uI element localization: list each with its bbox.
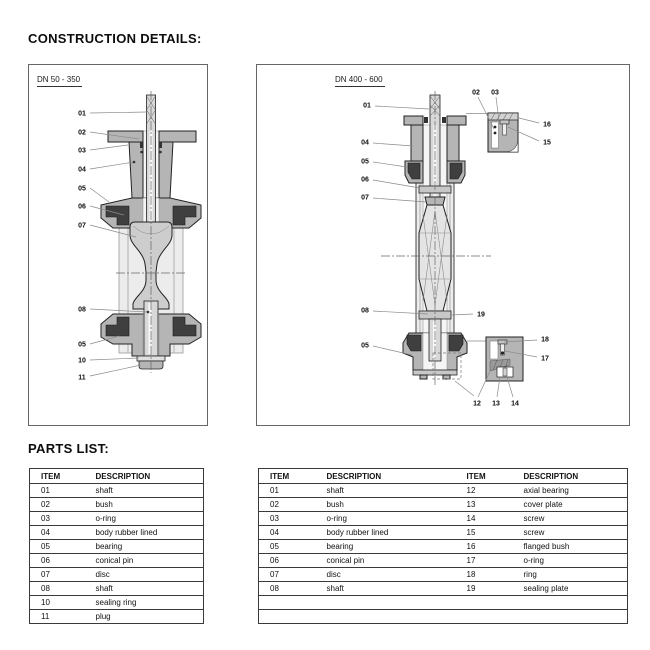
item-number-cell: 13 [456, 498, 513, 512]
callout-04: 04 [78, 166, 86, 174]
description-cell: ring [513, 568, 628, 582]
table-row [30, 596, 204, 610]
item-number-cell: 03 [30, 512, 85, 526]
callout-03: 03 [78, 147, 86, 155]
callout-leader-line [452, 314, 473, 315]
table-row [30, 540, 204, 554]
callout-leader-line [90, 145, 128, 150]
callout-06: 06 [78, 203, 86, 211]
bush-slot [490, 341, 498, 359]
description-cell: axial bearing [513, 484, 628, 498]
column-header: ITEM [466, 471, 486, 481]
description-cell: bearing [85, 540, 204, 554]
table-row [30, 498, 204, 512]
callout-18: 18 [541, 336, 549, 344]
callout-14: 14 [511, 400, 519, 408]
callout-dot [133, 161, 136, 164]
description-cell: sealing plate [513, 582, 628, 596]
description-cell: shaft [85, 484, 204, 498]
diagram-dn400-600 [256, 64, 630, 426]
table-row [259, 582, 628, 596]
callout-02: 02 [78, 129, 86, 137]
item-number-cell: 11 [30, 610, 85, 624]
callout-leader-line [375, 106, 429, 109]
oring-dot [501, 351, 504, 354]
item-number-cell: 06 [259, 554, 316, 568]
description-cell: screw [513, 512, 628, 526]
table-row [259, 526, 628, 540]
callout-leader-line [519, 118, 539, 123]
item-number-cell: 19 [456, 582, 513, 596]
item-number-cell: 12 [456, 484, 513, 498]
diagram-dn50-350 [28, 64, 208, 426]
item-number-cell: 01 [30, 484, 85, 498]
item-number-cell [456, 596, 513, 610]
callout-07: 07 [361, 194, 369, 202]
callout-02: 02 [472, 89, 480, 97]
callout-leader-line [90, 365, 141, 376]
description-cell: conical pin [85, 554, 204, 568]
callout-04: 04 [361, 139, 369, 147]
table-row [30, 484, 204, 498]
detail-view-top-bush [488, 113, 518, 152]
description-cell: screw [513, 526, 628, 540]
callout-leader-line [373, 162, 407, 167]
description-cell: o-ring [316, 512, 456, 526]
screw-head [500, 120, 509, 124]
description-cell: bush [85, 498, 204, 512]
description-cell: bearing [316, 540, 456, 554]
oring-dot [494, 126, 497, 129]
parts-table-dn50-350 [29, 468, 204, 624]
screw [503, 368, 507, 376]
item-number-cell [259, 610, 316, 624]
callout-05: 05 [361, 342, 369, 350]
description-cell: body rubber lined [316, 526, 456, 540]
item-number-cell [456, 610, 513, 624]
parts-list-title: PARTS LIST: [28, 441, 110, 456]
description-cell: o-ring [513, 554, 628, 568]
table-row [259, 484, 628, 498]
item-number-cell: 03 [259, 512, 316, 526]
callout-leader-line [478, 369, 491, 397]
dn400-600-label: DN 400 - 600 [335, 75, 385, 87]
description-cell: shaft [316, 582, 456, 596]
item-number-cell: 08 [30, 582, 85, 596]
parts-table-dn400-600 [258, 468, 628, 624]
oring-dot [494, 132, 497, 135]
callout-06: 06 [361, 176, 369, 184]
item-number-cell: 17 [456, 554, 513, 568]
callout-19: 19 [477, 311, 485, 319]
screw-shank [503, 124, 507, 135]
item-number-cell: 14 [456, 512, 513, 526]
valve-cross-section-dn400-600 [257, 65, 629, 425]
callout-16: 16 [543, 121, 551, 129]
description-cell: conical pin [316, 554, 456, 568]
callout-leader-line [90, 188, 109, 202]
table-row [259, 540, 628, 554]
callout-05: 05 [78, 341, 86, 349]
item-number-cell: 18 [456, 568, 513, 582]
callout-07: 07 [78, 222, 86, 230]
valve-cross-section-dn50-350 [29, 65, 207, 425]
detail-view-bottom-bearing [486, 337, 523, 381]
callout-leader-line [373, 143, 413, 146]
table-row [259, 568, 628, 582]
column-header: DESCRIPTION [326, 471, 382, 481]
item-number-cell: 10 [30, 596, 85, 610]
cover-plate-strip [488, 113, 518, 120]
construction-details-title: CONSTRUCTION DETAILS: [28, 31, 202, 46]
item-number-cell: 04 [30, 526, 85, 540]
callout-dot [147, 311, 150, 314]
item-number-cell: 01 [259, 484, 316, 498]
column-header: DESCRIPTION [523, 471, 579, 481]
callout-13: 13 [492, 400, 500, 408]
dn50-350-label: DN 50 - 350 [37, 75, 82, 87]
description-cell: cover plate [513, 498, 628, 512]
item-number-cell: 02 [259, 498, 316, 512]
item-number-cell: 05 [259, 540, 316, 554]
description-cell [513, 610, 628, 624]
callout-05: 05 [78, 185, 86, 193]
callout-leader-line [90, 162, 134, 169]
callout-leader-line [90, 358, 139, 360]
table-row [259, 554, 628, 568]
column-header: DESCRIPTION [95, 471, 151, 481]
description-cell: shaft [85, 582, 204, 596]
item-number-cell: 06 [30, 554, 85, 568]
item-number-cell: 16 [456, 540, 513, 554]
callout-10: 10 [78, 357, 86, 365]
description-cell [316, 596, 456, 610]
item-number-cell: 04 [259, 526, 316, 540]
description-cell: bush [316, 498, 456, 512]
callout-08: 08 [361, 307, 369, 315]
description-cell: disc [316, 568, 456, 582]
item-number-cell: 02 [30, 498, 85, 512]
item-number-cell: 07 [259, 568, 316, 582]
description-cell: o-ring [85, 512, 204, 526]
table-row [30, 610, 204, 624]
description-cell: plug [85, 610, 204, 624]
callout-05: 05 [361, 158, 369, 166]
description-cell: body rubber lined [85, 526, 204, 540]
table-row [259, 512, 628, 526]
description-cell: flanged bush [513, 540, 628, 554]
callout-11: 11 [78, 374, 86, 382]
item-number-cell: 08 [259, 582, 316, 596]
callout-leader-line [90, 112, 147, 113]
description-cell [316, 610, 456, 624]
table-row [30, 582, 204, 596]
callout-17: 17 [541, 355, 549, 363]
column-header: ITEM [41, 471, 61, 481]
callout-08: 08 [78, 306, 86, 314]
table-row [259, 610, 628, 624]
callout-01: 01 [363, 102, 371, 110]
description-cell: sealing ring [85, 596, 204, 610]
item-number-cell: 05 [30, 540, 85, 554]
description-cell: shaft [316, 484, 456, 498]
callout-12: 12 [473, 400, 481, 408]
callout-01: 01 [78, 110, 86, 118]
item-number-cell: 07 [30, 568, 85, 582]
description-cell: disc [85, 568, 204, 582]
table-row [30, 512, 204, 526]
callout-15: 15 [543, 139, 551, 147]
item-number-cell [259, 596, 316, 610]
table-row [30, 568, 204, 582]
table-row [30, 526, 204, 540]
callout-03: 03 [491, 89, 499, 97]
item-number-cell: 15 [456, 526, 513, 540]
column-header: ITEM [270, 471, 290, 481]
description-cell [513, 596, 628, 610]
table-row [259, 596, 628, 610]
table-row [30, 554, 204, 568]
table-row [259, 498, 628, 512]
